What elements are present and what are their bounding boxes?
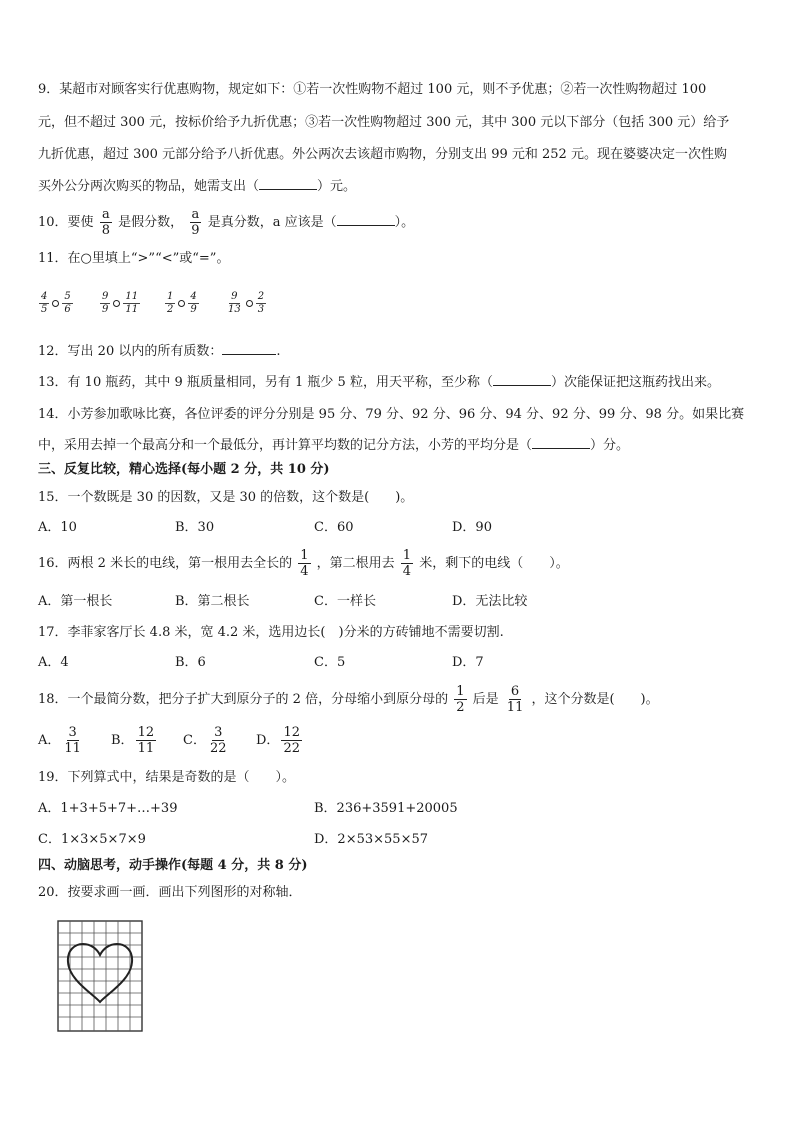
denominator: 9 [102, 304, 109, 315]
q14-text: 中，采用去掉一个最高分和一个最低分，再计算平均数的记分方法，小芳的平均分是（ [38, 438, 533, 453]
q15-text: 15．一个数既是 30 的因数，又是 30 的倍数，这个数是( )。 [38, 490, 414, 505]
fraction [123, 292, 140, 315]
numerator: a [101, 207, 110, 222]
numerator: 1 [167, 291, 174, 302]
denominator: 13 [228, 304, 241, 315]
answer-blank[interactable] [532, 436, 590, 449]
numerator: 1 [402, 548, 412, 563]
compare-pair-4 [224, 292, 268, 315]
section-3-heading: 三、反复比较，精心选择(每小题 2 分，共 10 分) [38, 462, 330, 477]
compare-pair-3 [163, 292, 201, 315]
section-4-heading: 四、动脑思考，动手操作(每题 4 分，共 8 分) [38, 858, 308, 873]
q9-line-2: 元，但不超过 300 元，按标价给予九折优惠；③若一次性购物超过 300 元，其中 300 元以下部分（包括 300 元）给予 [38, 115, 730, 130]
fraction-a-over-9 [189, 208, 201, 237]
numerator: 11 [125, 291, 139, 302]
fraction [62, 292, 72, 315]
fraction [281, 726, 302, 755]
question-16 [38, 548, 569, 580]
denominator: 4 [402, 564, 412, 579]
numerator: 4 [41, 291, 48, 302]
numerator: 3 [214, 725, 223, 740]
denominator: 11 [125, 304, 139, 315]
numerator: 9 [102, 291, 109, 302]
fraction-six-elevenths [505, 685, 526, 714]
fraction-a-over-8 [100, 208, 112, 237]
fraction [100, 292, 110, 315]
denominator: 6 [64, 304, 71, 315]
fraction [136, 726, 157, 755]
q14-line-2 [38, 436, 629, 456]
option-d[interactable]: D．2×53×55×57 [314, 832, 428, 847]
fraction [62, 726, 83, 755]
q9-tail: ）元。 [317, 179, 357, 194]
numerator: 12 [283, 725, 300, 740]
fraction-one-half [454, 685, 466, 714]
q18-text: 18．一个最简分数，把分子扩大到原分子的 2 倍，分母缩小到原分母的 [38, 692, 449, 707]
answer-blank[interactable] [493, 373, 551, 386]
question-12 [38, 342, 281, 362]
option-a[interactable]: A．1+3+5+7+…+39 [38, 801, 178, 816]
option-a[interactable]: A．10 [38, 520, 77, 535]
compare-circle[interactable] [113, 300, 120, 307]
q9-line-4 [38, 177, 356, 197]
q19-text: 19．下列算式中，结果是奇数的是（ ）。 [38, 770, 296, 785]
answer-blank[interactable] [337, 213, 395, 226]
denominator: 8 [101, 223, 110, 238]
numerator: 3 [68, 725, 77, 740]
option-c[interactable]: C．1×3×5×7×9 [38, 832, 146, 847]
compare-circle[interactable] [246, 300, 253, 307]
fraction [39, 292, 49, 315]
answer-blank[interactable] [222, 342, 276, 355]
q10-text-2: 是假分数， [118, 215, 184, 230]
q16-text: 16．两根 2 米长的电线，第一根用去全长的 [38, 556, 293, 571]
compare-circle[interactable] [178, 300, 185, 307]
question-10 [38, 208, 414, 237]
option-d[interactable]: D．无法比较 [452, 594, 528, 609]
q12-tail: . [276, 344, 281, 359]
answer-blank[interactable] [259, 177, 317, 190]
q20-text: 20．按要求画一画．画出下列图形的对称轴． [38, 885, 302, 900]
q11-text: 11．在○里填上“>”“<”或“=”。 [38, 251, 230, 266]
denominator: 2 [456, 700, 465, 715]
denominator: 5 [41, 304, 48, 315]
option-label: B． [111, 733, 134, 748]
option-label: A． [38, 733, 61, 748]
option-label: D． [256, 733, 280, 748]
compare-circle[interactable] [52, 300, 59, 307]
q10-tail: ）。 [394, 215, 415, 230]
fraction [256, 292, 266, 315]
denominator: 3 [257, 304, 265, 315]
denominator: 11 [506, 700, 524, 715]
numerator: 1 [456, 684, 465, 699]
denominator: 9 [190, 304, 197, 315]
denominator: 22 [283, 741, 300, 756]
denominator: 2 [167, 304, 174, 315]
option-label: C． [183, 733, 206, 748]
compare-pair-2 [98, 292, 142, 315]
q9-line-3: 九折优惠，超过 300 元部分给予八折优惠。外公两次去该超市购物，分别支出 99 元和 252 元。现在婆婆决定一次性购 [38, 147, 727, 162]
fraction [226, 292, 243, 315]
option-c[interactable]: C．60 [314, 520, 354, 535]
fraction-one-quarter [298, 549, 310, 578]
option-b[interactable] [111, 725, 158, 757]
grid-lines [58, 921, 142, 1031]
numerator: 5 [64, 291, 71, 302]
option-d[interactable] [256, 725, 304, 757]
denominator: 11 [137, 741, 155, 756]
q10-text-3: 是真分数，a 应该是（ [207, 215, 337, 230]
compare-pair-1 [37, 292, 75, 315]
option-d[interactable]: D．7 [452, 655, 484, 670]
question-18 [38, 684, 659, 716]
q17-text: 17．李菲家客厅长 4.8 米，宽 4.2 米，选用边长( )分米的方砖铺地不需要切割. [38, 625, 504, 640]
fraction [165, 292, 175, 315]
option-c[interactable] [183, 725, 231, 757]
q12-text: 12．写出 20 以内的所有质数： [38, 344, 223, 359]
denominator: 22 [209, 741, 227, 756]
fraction-one-quarter [401, 549, 413, 578]
q14-line-1: 14．小芳参加歌咏比赛，各位评委的评分分别是 95 分、79 分、92 分、96 分、94 分、92 分、99 分、98 分。如果比赛 [38, 407, 745, 422]
option-a[interactable]: A．4 [38, 655, 69, 670]
numerator: 4 [190, 291, 197, 302]
numerator: a [191, 207, 200, 222]
option-c[interactable]: C．5 [314, 655, 346, 670]
q9-line-1: 9．某超市对顾客实行优惠购物，规定如下：①若一次性购物不超过 100 元，则不予优惠；②若一次性购物超过 100 [38, 82, 707, 97]
option-b[interactable]: B．6 [175, 655, 206, 670]
q13-tail: ）次能保证把这瓶药找出来。 [550, 375, 720, 390]
q13-text: 13．有 10 瓶药，其中 9 瓶质量相同，另有 1 瓶少 5 粒，用天平称，至少称（ [38, 375, 493, 390]
option-a[interactable] [38, 725, 85, 757]
fraction [208, 726, 229, 755]
question-13 [38, 373, 720, 393]
numerator: 6 [510, 684, 520, 699]
q16-text-2: ，第二根用去 [316, 556, 395, 571]
denominator: 11 [64, 741, 81, 756]
option-a[interactable]: A．第一根长 [38, 594, 113, 609]
q16-text-3: 米，剩下的电线（ ）。 [419, 556, 569, 571]
q14-tail: ）分。 [590, 438, 630, 453]
fraction [188, 292, 198, 315]
heart-on-grid-icon [57, 920, 143, 1032]
q18-text-3: ，这个分数是( )。 [531, 692, 659, 707]
q9-text: 买外公分两次购买的物品，她需支出（ [38, 179, 260, 194]
option-d[interactable]: D．90 [452, 520, 492, 535]
q10-text: 10．要使 [38, 215, 94, 230]
numerator: 12 [137, 725, 155, 740]
option-c[interactable]: C．一样长 [314, 594, 376, 609]
option-b[interactable]: B．236+3591+20005 [314, 801, 458, 816]
heart-grid-figure[interactable] [57, 920, 143, 1036]
q18-text-2: 后是 [472, 692, 499, 707]
numerator: 1 [300, 548, 309, 563]
numerator: 9 [231, 291, 238, 302]
denominator: 9 [191, 223, 200, 238]
numerator: 2 [257, 291, 265, 302]
option-b[interactable]: B．第二根长 [175, 594, 250, 609]
denominator: 4 [300, 564, 309, 579]
option-b[interactable]: B．30 [175, 520, 215, 535]
